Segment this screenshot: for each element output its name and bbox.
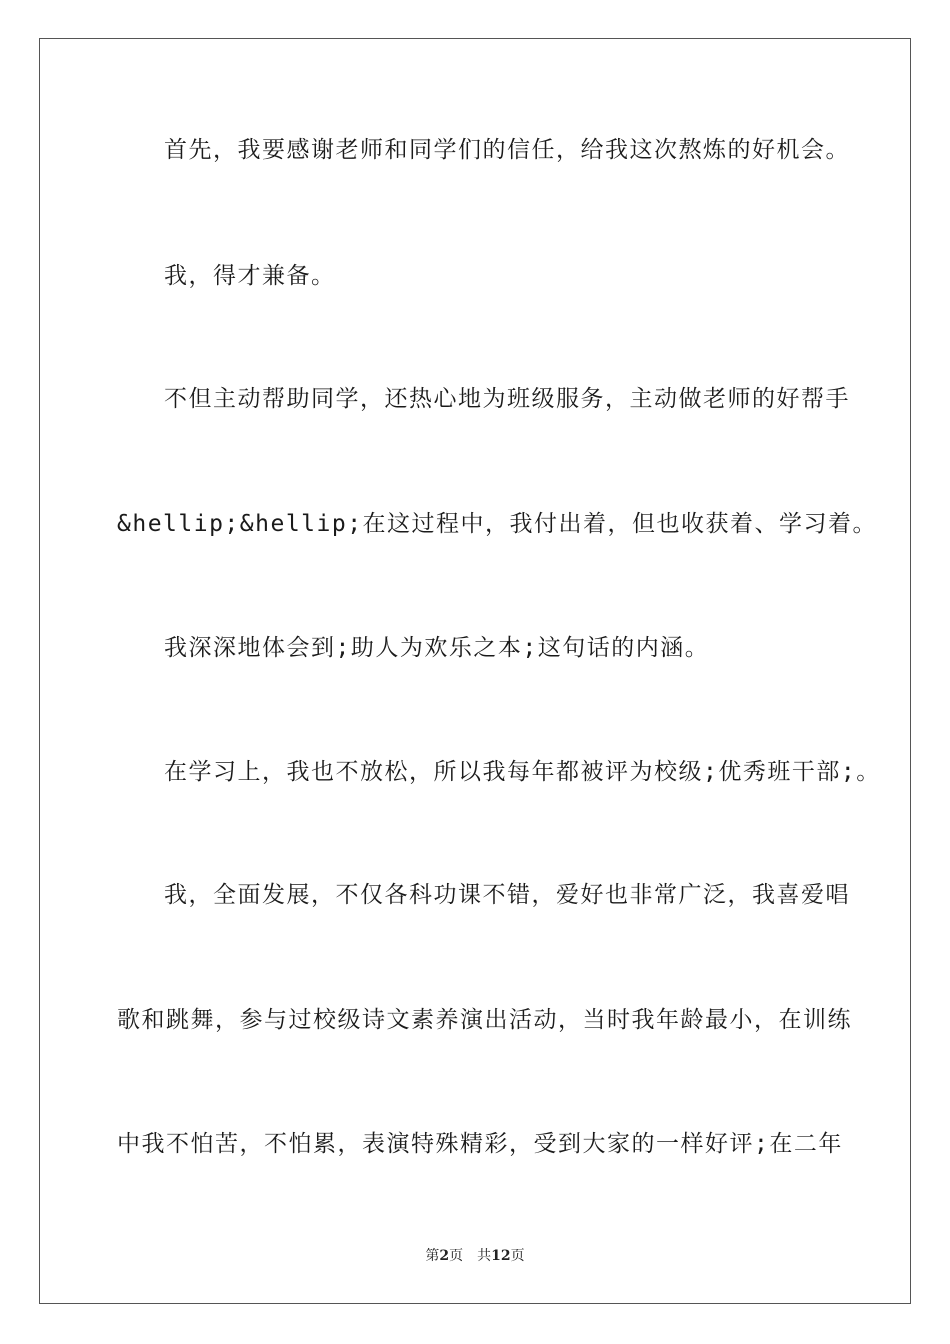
- text-line-7: 我，全面发展，不仅各科功课不错，爱好也非常广泛，我喜爱唱: [164, 882, 850, 908]
- text-line-5: 我深深地体会到;助人为欢乐之本;这句话的内涵。: [164, 635, 710, 661]
- page-suffix: 页: [449, 1248, 464, 1264]
- text-line-3: 不但主动帮助同学，还热心地为班级服务，主动做老师的好帮手: [164, 386, 850, 412]
- total-prefix: 共: [477, 1248, 492, 1264]
- total-pages: 12: [491, 1248, 511, 1264]
- text-line-1: 首先，我要感谢老师和同学们的信任，给我这次熬炼的好机会。: [164, 137, 850, 163]
- text-line-6: 在学习上，我也不放松，所以我每年都被评为校级;优秀班干部;。: [164, 759, 881, 785]
- text-line-4: &hellip;&hellip;在这过程中，我付出着，但也收获着、学习着。: [117, 511, 878, 537]
- page-prefix: 第: [425, 1248, 440, 1264]
- text-line-9: 中我不怕苦，不怕累，表演特殊精彩，受到大家的一样好评;在二年: [117, 1131, 843, 1157]
- page-number: 2: [439, 1248, 450, 1264]
- page-frame: [39, 38, 911, 1304]
- total-suffix: 页: [510, 1248, 525, 1264]
- text-line-2: 我，得才兼备。: [164, 263, 336, 289]
- page-footer: [0, 1246, 950, 1266]
- text-line-8: 歌和跳舞，参与过校级诗文素养演出活动，当时我年龄最小，在训练: [117, 1007, 852, 1033]
